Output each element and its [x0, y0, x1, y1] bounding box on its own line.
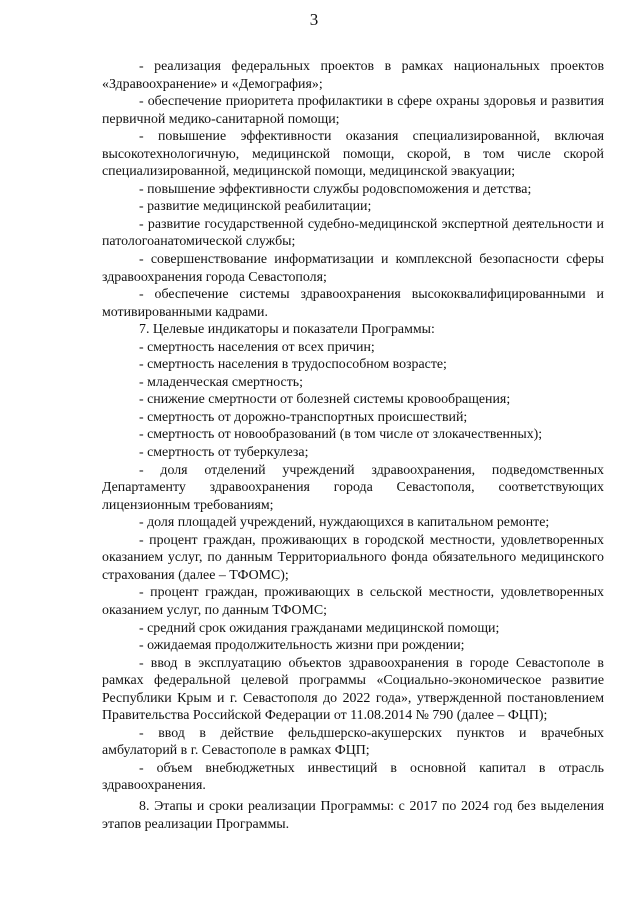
- indicator-item: - процент граждан, проживающих в сельской местности, удовлетворенных оказанием услуг, по данным ТФОМС;: [102, 585, 604, 618]
- indicator-item: - доля площадей учреждений, нуждающихся в капитальном ремонте;: [139, 515, 550, 531]
- goal-item-specialized-care: - повышение эффективности оказания специализированной, включая высокотехнологичную, медицинской помощи, скорой, в том числе скорой специализированной, медицинской помощи, медицинской эвакуации;: [102, 129, 604, 180]
- indicator-item: - ожидаемая продолжительность жизни при рождении;: [139, 638, 465, 654]
- indicator-item: - ввод в действие фельдшерско-акушерских пунктов и врачебных амбулаторий в г. Севастополе в рамках ФЦП;: [102, 725, 604, 759]
- indicator-item: - смертность от дорожно-транспортных происшествий;: [139, 409, 468, 425]
- document-body: [102, 58, 604, 833]
- goal-item-forensic: - развитие государственной судебно-медицинской экспертной деятельности и патологоанатомической службы;: [102, 216, 604, 250]
- goal-item-personnel: - обеспечение системы здравоохранения высококвалифицированными и мотивированными кадрами.: [102, 287, 604, 320]
- indicator-item: - смертность населения от всех причин;: [139, 339, 375, 355]
- indicator-item: - ввод в эксплуатацию объектов здравоохранения в городе Севастополе в рамках федеральной целевой программы «Социально-экономическое развитие Республики Крым и г. Севастополя до 2022 года», утвержденной постановлением Правительства Российской Федерации от 11.08.2014 № 790 (далее – ФЦП);: [102, 655, 604, 724]
- section-stages-and-terms: 8. Этапы и сроки реализации Программы: с 2017 по 2024 год без выделения этапов реализации Программы.: [102, 798, 604, 832]
- section-heading-indicators: 7. Целевые индикаторы и показатели Программы:: [139, 322, 435, 338]
- indicator-item: - смертность от новообразований (в том числе от злокачественных);: [139, 427, 543, 443]
- indicator-item: - объем внебюджетных инвестиций в основной капитал в отрасль здравоохранения.: [102, 760, 604, 794]
- indicator-item: - средний срок ожидания гражданами медицинской помощи;: [139, 620, 500, 636]
- indicator-item: - смертность населения в трудоспособном возрасте;: [139, 357, 447, 373]
- indicator-item: - процент граждан, проживающих в городской местности, удовлетворенных оказанием услуг, по данным Территориального фонда обязательного медицинского страхования (далее – ТФОМС);: [102, 532, 604, 583]
- goal-item-rehabilitation: - развитие медицинской реабилитации;: [139, 199, 372, 215]
- indicator-item: - доля отделений учреждений здравоохранения, подведомственных Департаменту здравоохранения города Севастополя, соответствующих лицензионным требованиям;: [102, 462, 604, 513]
- goal-item-maternity: - повышение эффективности службы родовспоможения и детства;: [139, 181, 532, 197]
- page-number: 3: [309, 10, 319, 29]
- indicator-item: - снижение смертности от болезней системы кровообращения;: [139, 392, 511, 408]
- goal-item-prevention: - обеспечение приоритета профилактики в сфере охраны здоровья и развития первичной медико-санитарной помощи;: [102, 94, 604, 127]
- indicator-item: - младенческая смертность;: [139, 374, 303, 390]
- goal-item-national-projects: - реализация федеральных проектов в рамках национальных проектов «Здравоохранение» и «Демография»;: [102, 59, 604, 92]
- indicator-item: - смертность от туберкулеза;: [139, 445, 309, 461]
- goal-item-informatization: - совершенствование информатизации и комплексной безопасности сферы здравоохранения города Севастополя;: [102, 252, 604, 285]
